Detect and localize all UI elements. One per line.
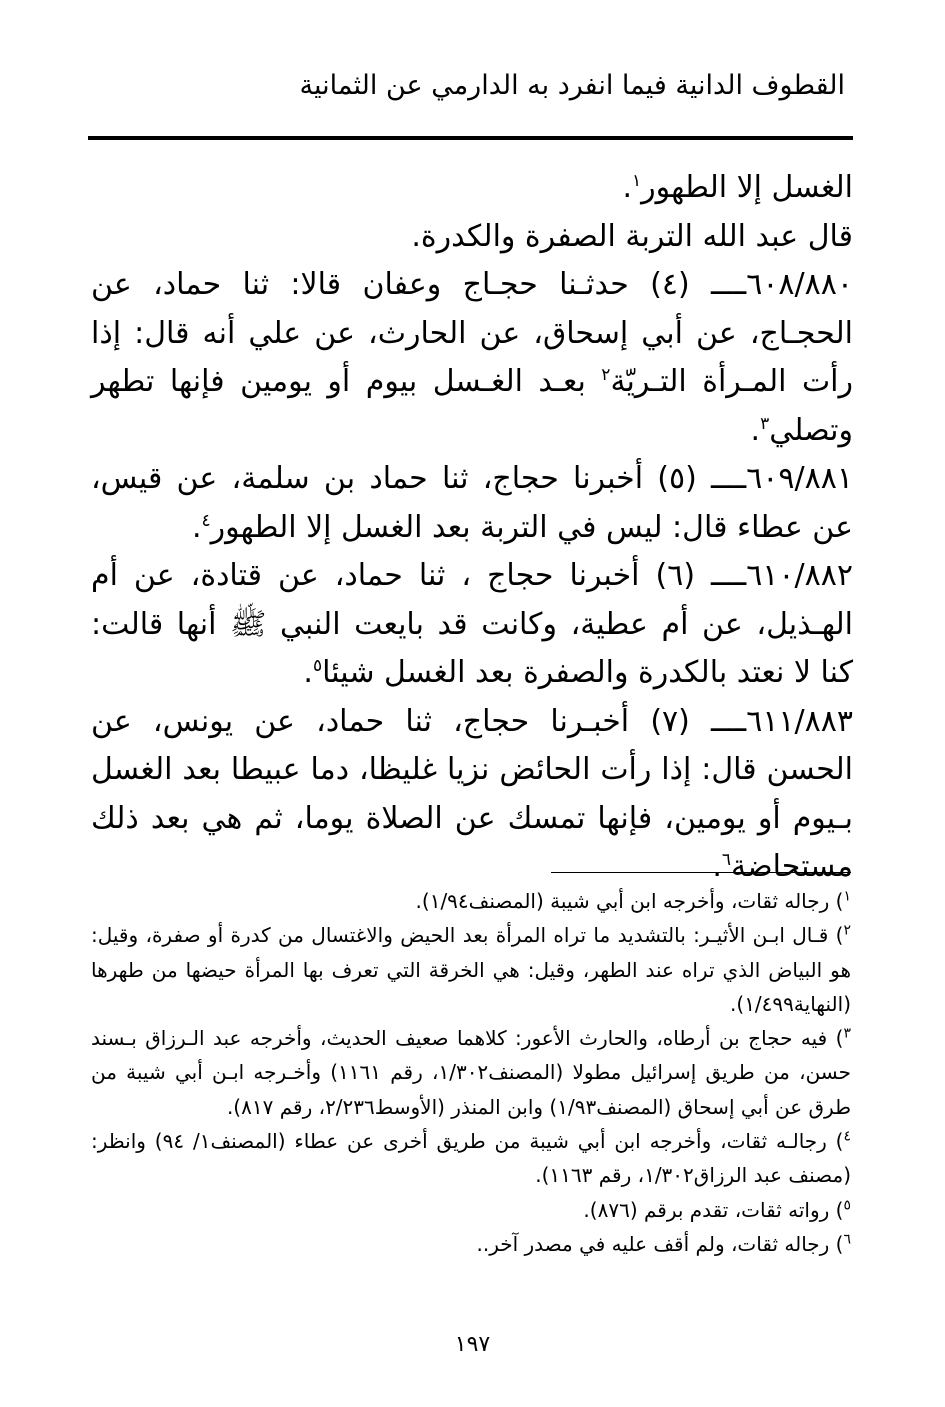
paragraph-tail: . bbox=[191, 509, 202, 545]
footnote-text: ) رجاله ثقات، ولم أقف عليه في مصدر آخر.. bbox=[476, 1231, 844, 1256]
footnote bbox=[91, 884, 851, 918]
footnote-text: ) رواته ثقات، تقدم برقم (٨٧٦). bbox=[583, 1197, 844, 1222]
footnote-mark: ١ bbox=[843, 888, 851, 905]
paragraph-text: ٦٠٨/٨٨٠ــــ (٤) حدثـنا حجـاج وعفان قالا: ثنا حماد، عن الحجـاج، عن أبي إسحاق، عن الحارث، عن علي أنه قال: إذا رأت المـرأة التـريّة bbox=[91, 267, 854, 399]
footnote-mark: ٥ bbox=[843, 1197, 851, 1214]
hadith-paragraph bbox=[91, 698, 853, 892]
footnote-text: ) رجالـه ثقات، وأخرجه ابن أبي شيبة من طريق أخرى عن عطاء (المصنف١/ ٩٤) وانظر: (مصنف عبد الرزاق١/٣٠٢، رقم ١١٦٣). bbox=[91, 1129, 851, 1188]
paragraph-text: الغسل إلا الطهور bbox=[641, 170, 853, 205]
paragraph-tail: . bbox=[622, 170, 632, 205]
footnote-mark: ٢ bbox=[843, 922, 851, 939]
paragraph-tail: . bbox=[303, 655, 313, 690]
paragraph-text: ٦١٠/٨٨٢ــــ (٦) أخبرنا حجاج ، ثنا حماد، عن قتادة، عن أم الهـذيل، عن أم عطية، وكانت قد بايعت النبي ﷺ أنها قالت: كنا لا نعتد بالكدرة والصفرة بعد الغسل شيئا bbox=[91, 558, 853, 690]
main-text bbox=[91, 164, 853, 892]
footnote-text: ) رجاله ثقات، وأخرجه ابن أبي شيبة (المصنف١/٩٤). bbox=[415, 889, 844, 913]
paragraph-text: بعـد الغـسل بيوم أو يومين فإنها تطهر وتصلي bbox=[91, 364, 853, 448]
footnote-separator bbox=[551, 872, 851, 873]
footnote bbox=[91, 1124, 851, 1193]
footnote bbox=[91, 1227, 851, 1261]
footnote bbox=[91, 918, 851, 1021]
footnote bbox=[91, 1021, 851, 1124]
hadith-paragraph bbox=[91, 261, 853, 455]
footnote-ref[interactable]: ١ bbox=[632, 171, 642, 191]
footnote-text: ) فيه حجاج بن أرطاه، والحارث الأعور: كلاهما صعيف الحديث، وأخرجه عبد الـرزاق بـسند حسن، من طريق إسرائيل مطولا (المصنف١/٣٠٢، رقم ١١٦١) وأخـرجه ابـن أبي شيبة من طرق عن أبي إسحاق (المصنف١/٩٣) وابن المنذر (الأوسط٢/٢٣٦، رقم ٨١٧). bbox=[91, 1026, 851, 1119]
paragraph-text: قال عبد الله التربة الصفرة والكدرة. bbox=[411, 218, 853, 254]
footnotes bbox=[91, 884, 851, 1261]
paragraph-tail: . bbox=[712, 849, 722, 884]
footnote-ref[interactable]: ٣ bbox=[760, 413, 770, 434]
header-rule bbox=[88, 136, 853, 140]
hadith-paragraph bbox=[91, 455, 853, 552]
footnote-ref[interactable]: ٥ bbox=[312, 656, 323, 676]
paragraph-text: ٦١١/٨٨٣ــــ (٧) أخبـرنا حجاج، ثنا حماد، عن يونس، عن الحسن قال: إذا رأت الحائض نزيا غليظا، دما عبيطا بعد الغسل بـيوم أو يومين، فإنها تمسك عن الصلاة يوما، ثم هي بعد ذلك مستحاضة bbox=[91, 703, 853, 884]
footnote-mark: ٤ bbox=[843, 1128, 851, 1145]
footnote-ref[interactable]: ٢ bbox=[601, 365, 611, 385]
page-number: ١٩٧ bbox=[454, 1332, 491, 1357]
running-header: القطوف الدانية فيما انفرد به الدارمي عن الثمانية bbox=[299, 70, 845, 101]
footnote bbox=[91, 1193, 851, 1227]
paragraph-text: ٦٠٩/٨٨١ــــ (٥) أخبرنا حجاج، ثنا حماد بن سلمة، عن قيس، عن عطاء قال: ليس في التربة بعد الغسل إلا الطهور bbox=[91, 461, 853, 545]
hadith-paragraph bbox=[91, 552, 853, 698]
footnote-ref[interactable]: ٤ bbox=[201, 510, 211, 531]
footnote-ref[interactable]: ٦ bbox=[721, 850, 732, 870]
paragraph bbox=[91, 213, 853, 262]
footnote-mark: ٣ bbox=[843, 1025, 851, 1042]
footnote-mark: ٦ bbox=[843, 1231, 851, 1248]
paragraph-tail: . bbox=[750, 412, 761, 448]
footnote-text: ) قـال ابـن الأثيـر: بالتشديد ما تراه المرأة بعد الحيض والاغتسال من كدرة أو صفرة، وقيل: هو البياض الذي تراه عند الطهر، وقيل: هي الخرقة التي تعرف بها المرأة حيضها من طهرها (النهاية١/٤٩٩). bbox=[91, 923, 851, 1016]
paragraph bbox=[91, 164, 853, 213]
